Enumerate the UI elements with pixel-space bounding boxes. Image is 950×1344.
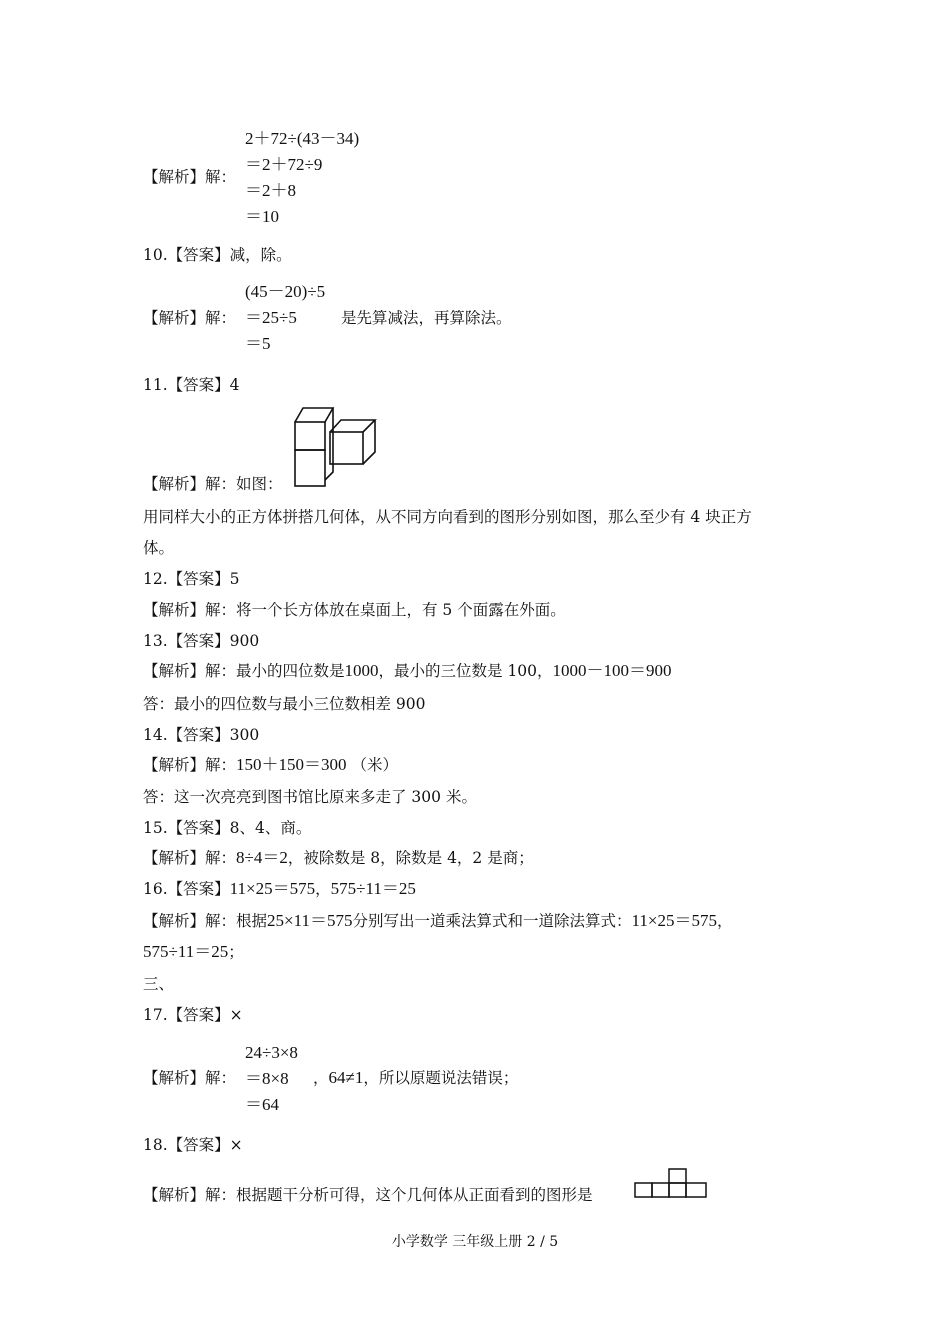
q18-analysis: 【解析】解：根据题干分析可得，这个几何体从正面看到的图形是 (143, 1186, 593, 1204)
q10-analysis-label: 【解析】解： (143, 309, 237, 327)
q14-analysis (143, 755, 398, 775)
q17-answer: 17.【答案】× (143, 1006, 243, 1024)
q16-answer-math1: 11×25＝575 (229, 879, 316, 898)
q13-reply: 答：最小的四位数与最小三位数相差 900 (143, 695, 426, 713)
front-view-figure (633, 1167, 709, 1199)
q11-answer: 11.【答案】4 (143, 376, 240, 394)
q11-analysis-label: 【解析】解：如图： (143, 475, 283, 493)
q17-step-3: ＝64 (245, 1095, 279, 1114)
q9-step-3: ＝2＋8 (245, 181, 296, 200)
q14-analysis-b: （米） (351, 756, 398, 774)
q15-analysis (143, 848, 534, 868)
front-view-cell-1 (635, 1183, 652, 1197)
q13-math-b: 1000－100＝900 (552, 661, 672, 680)
cube-front-top (295, 422, 325, 450)
q13-answer: 13.【答案】900 (143, 632, 260, 650)
q16-analysis-math1: 25×11＝575 (267, 911, 353, 930)
q13-math-a: 1000 (344, 661, 379, 680)
q15-analysis-a: 【解析】解： (143, 849, 237, 867)
cube-top-face (295, 408, 333, 422)
q13-analysis-b: ，最小的三位数是 100， (378, 662, 553, 680)
q17-steps (245, 1040, 298, 1118)
q17-analysis-label: 【解析】解： (143, 1069, 237, 1087)
q12-analysis: 【解析】解：将一个长方体放在桌面上，有 5 个面露在外面。 (143, 601, 566, 619)
cube-stack-figure (292, 404, 382, 494)
q17-note-b: ，所以原题说法错误； (363, 1069, 519, 1087)
q16-answer-math2: 575÷11＝25 (330, 879, 416, 898)
q13-analysis (143, 661, 672, 681)
q14-reply: 答：这一次亮亮到图书馆比原来多走了 300 米。 (143, 788, 477, 806)
q16-answer-sep: ， (315, 880, 331, 898)
q16-answer (143, 879, 416, 899)
q10-step-3: ＝5 (245, 334, 271, 353)
q15-analysis-b: ，被除数是 8，除数是 4，2 是商； (287, 849, 534, 867)
q16-analysis-line2 (143, 942, 244, 962)
q15-answer: 15.【答案】8、4、商。 (143, 819, 312, 837)
q16-analysis-b: 分别写出一道乘法算式和一道除法算式： (352, 912, 632, 930)
q16-analysis-math2: 11×25＝575 (631, 911, 717, 930)
front-view-cell-top (669, 1169, 686, 1183)
q10-step-1: (45－20)÷5 (245, 282, 326, 301)
page-footer: 小学数学 三年级上册 2 / 5 (391, 1234, 559, 1250)
q16-line2-math: 575÷11＝25 (143, 942, 229, 961)
q10-note: 是先算减法，再算除法。 (341, 309, 512, 327)
q14-math: 150＋150＝300 (236, 755, 347, 774)
cube-right-top (330, 420, 375, 432)
q16-analysis (143, 911, 732, 931)
front-view-cell-4 (686, 1183, 706, 1197)
q10-answer: 10.【答案】减，除。 (143, 246, 292, 264)
front-view-cell-2 (652, 1183, 669, 1197)
q17-note-a: ， (313, 1069, 329, 1087)
section-heading: 三、 (143, 975, 175, 993)
q17-step-1: 24÷3×8 (245, 1043, 298, 1062)
q16-analysis-c: ， (716, 912, 733, 930)
q10-steps (245, 279, 325, 357)
q16-analysis-a: 【解析】解：根据 (143, 912, 268, 930)
q17-step-2: ＝8×8 (245, 1069, 289, 1088)
q17-note-math: 64≠1 (328, 1068, 364, 1087)
q15-math: 8÷4＝2 (236, 848, 288, 867)
q13-analysis-a: 【解析】解：最小的四位数是 (143, 662, 345, 680)
q18-answer: 18.【答案】× (143, 1136, 243, 1154)
q11-text-line1: 用同样大小的正方体拼搭几何体，从不同方向看到的图形分别如图，那么至少有 4 块正方 (143, 508, 752, 526)
cube-right-front (330, 432, 363, 464)
q14-analysis-a: 【解析】解： (143, 756, 237, 774)
cube-front-bottom (295, 450, 325, 486)
q9-steps (245, 126, 359, 230)
q16-answer-a: 16.【答案】 (143, 880, 230, 898)
q9-step-4: ＝10 (245, 207, 279, 226)
q9-step-2: ＝2＋72÷9 (245, 155, 323, 174)
front-view-cell-3 (669, 1183, 686, 1197)
q9-step-1: 2＋72÷(43－34) (245, 129, 360, 148)
q12-answer: 12.【答案】5 (143, 570, 240, 588)
q17-note (313, 1068, 518, 1088)
q14-answer: 14.【答案】300 (143, 726, 260, 744)
q9-analysis-label: 【解析】解： (143, 168, 237, 186)
q16-line2-end: ； (228, 943, 244, 961)
q10-step-2: ＝25÷5 (245, 308, 297, 327)
q11-text-line2: 体。 (143, 539, 175, 557)
